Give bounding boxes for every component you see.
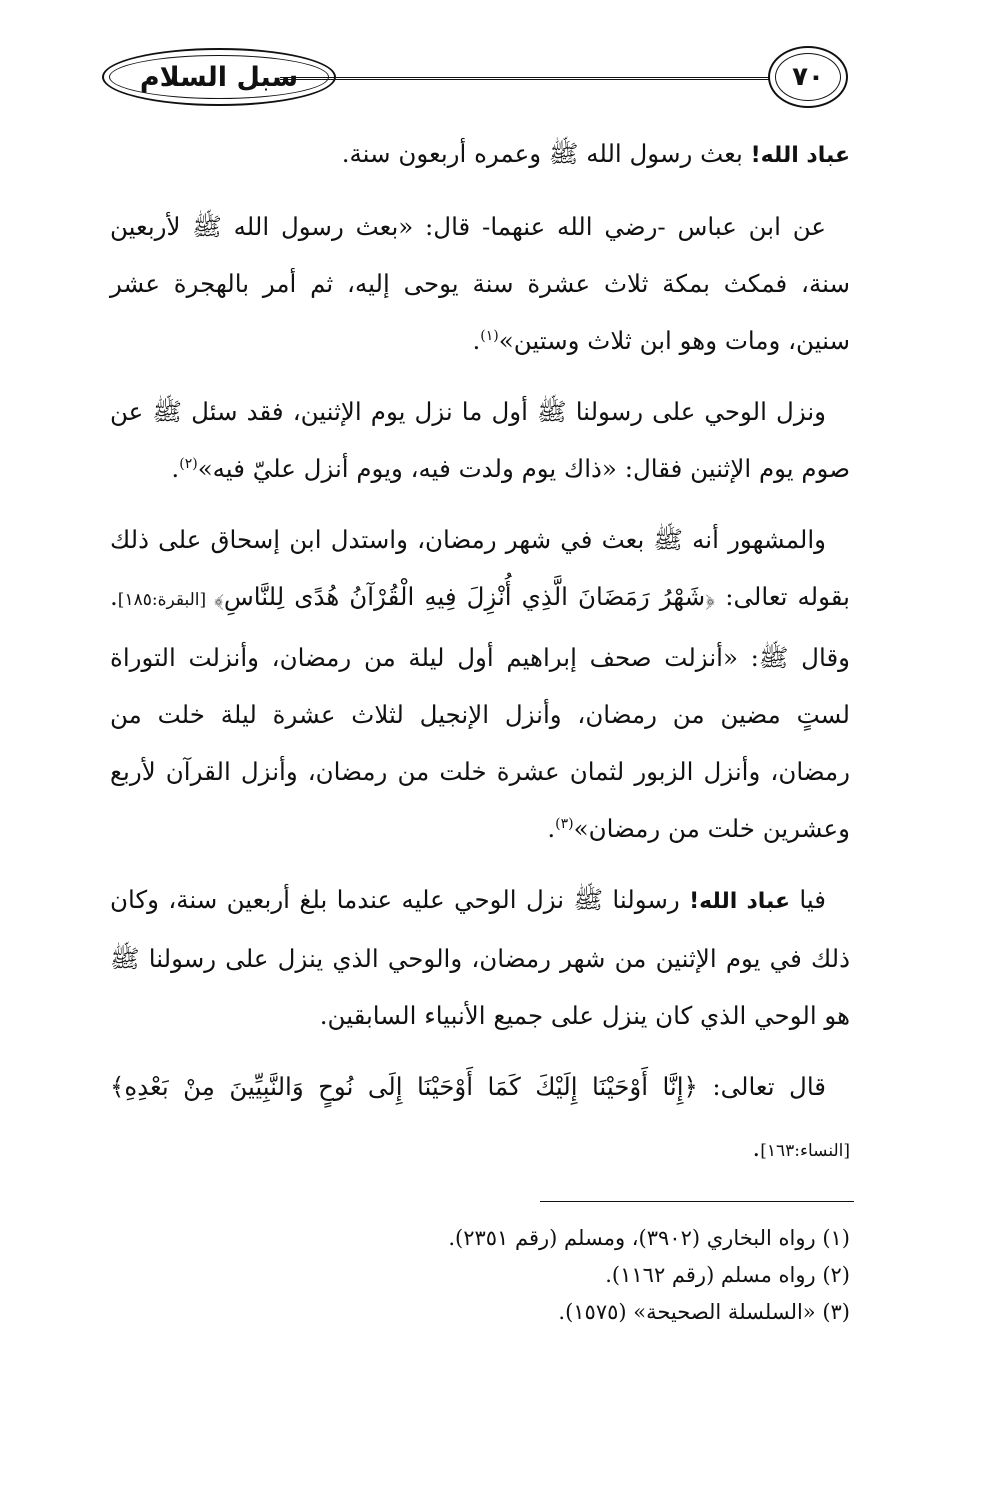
paragraph-1 <box>110 125 850 184</box>
footnote-1: (١) رواه البخاري (٣٩٠٢)، ومسلم (رقم ٢٣٥١). <box>448 1226 850 1250</box>
footnote-separator <box>540 1201 854 1202</box>
paragraph-end: . <box>171 454 180 483</box>
paragraph-end: . <box>547 814 556 843</box>
footnote-3: (٣) «السلسلة الصحيحة» (١٥٧٥). <box>558 1300 850 1324</box>
paragraph-3 <box>110 383 850 497</box>
header-rule <box>280 77 770 80</box>
paragraph-text: رسولنا ﷺ نزل الوحي عليه عندما بلغ أربعين سنة، وكان ذلك في يوم الإثنين من شهر رمضان، والوحي الذي ينزل على رسولنا ﷺ هو الوحي الذي كان ينزل على جميع الأنبياء السابقين. <box>110 885 850 1030</box>
book-title: سبل السلام <box>139 61 299 93</box>
paragraph-text-continued: . وقال ﷺ: «أنزلت صحف إبراهيم أول ليلة من رمضان، وأنزلت التوراة لستٍ مضين من رمضان، وأنزل الإنجيل لثلاث عشرة ليلة خلت من رمضان، وأنزل الزبور لثمان عشرة خلت من رمضان، وأنزل القرآن لأربع وعشرين خلت من رمضان» <box>110 582 850 843</box>
paragraph-text: عن ابن عباس -رضي الله عنهما- قال: «بعث رسول الله ﷺ لأربعين سنة، فمكث بمكة ثلاث عشرة سنة يوحى إليه، ثم أمر بالهجرة عشر سنين، ومات وهو ابن ثلاث وستين» <box>110 212 850 355</box>
address-lead: عباد الله! <box>750 143 850 168</box>
paragraph-end: . <box>752 1133 761 1162</box>
paragraph-text: ونزل الوحي على رسولنا ﷺ أول ما نزل يوم الإثنين، فقد سئل ﷺ عن صوم يوم الإثنين فقال: «ذاك يوم ولدت فيه، ويوم أنزل عليّ فيه» <box>110 397 850 483</box>
paragraph-text: بعث رسول الله ﷺ وعمره أربعون سنة. <box>341 139 751 168</box>
footnote-2: (٢) رواه مسلم (رقم ١١٦٢). <box>605 1263 850 1287</box>
quran-reference: [النساء:١٦٣] <box>760 1141 850 1161</box>
paragraph-5 <box>110 871 850 1044</box>
footnote-marker: (١) <box>480 327 499 344</box>
main-text <box>110 125 850 1194</box>
footnote-marker: (٣) <box>555 815 574 832</box>
page-header <box>100 38 860 118</box>
footnotes <box>110 1220 850 1331</box>
paragraph-prefix: فيا <box>790 885 826 914</box>
paragraph-text: والمشهور أنه ﷺ بعث في شهر رمضان، واستدل ابن إسحاق على ذلك بقوله تعالى: ﴿شَهْرُ رَمَضَانَ الَّذِي أُنْزِلَ فِيهِ الْقُرْآنُ هُدًى لِلنَّاسِ﴾ <box>110 525 851 611</box>
paragraph-text: قال تعالى: ﴿إِنَّا أَوْحَيْنَا إِلَيْكَ كَمَا أَوْحَيْنَا إِلَى نُوحٍ وَالنَّبِيِّينَ مِنْ بَعْدِهِ﴾ <box>110 1072 826 1101</box>
footnote-marker: (٢) <box>179 455 198 472</box>
paragraph-end: . <box>472 326 481 355</box>
paragraph-6 <box>110 1058 850 1180</box>
page-number: ٧٠ <box>792 62 824 92</box>
paragraph-4 <box>110 511 850 857</box>
address-lead: عباد الله! <box>689 889 791 914</box>
paragraph-2 <box>110 198 850 369</box>
quran-reference: [البقرة:١٨٥] <box>117 590 214 610</box>
